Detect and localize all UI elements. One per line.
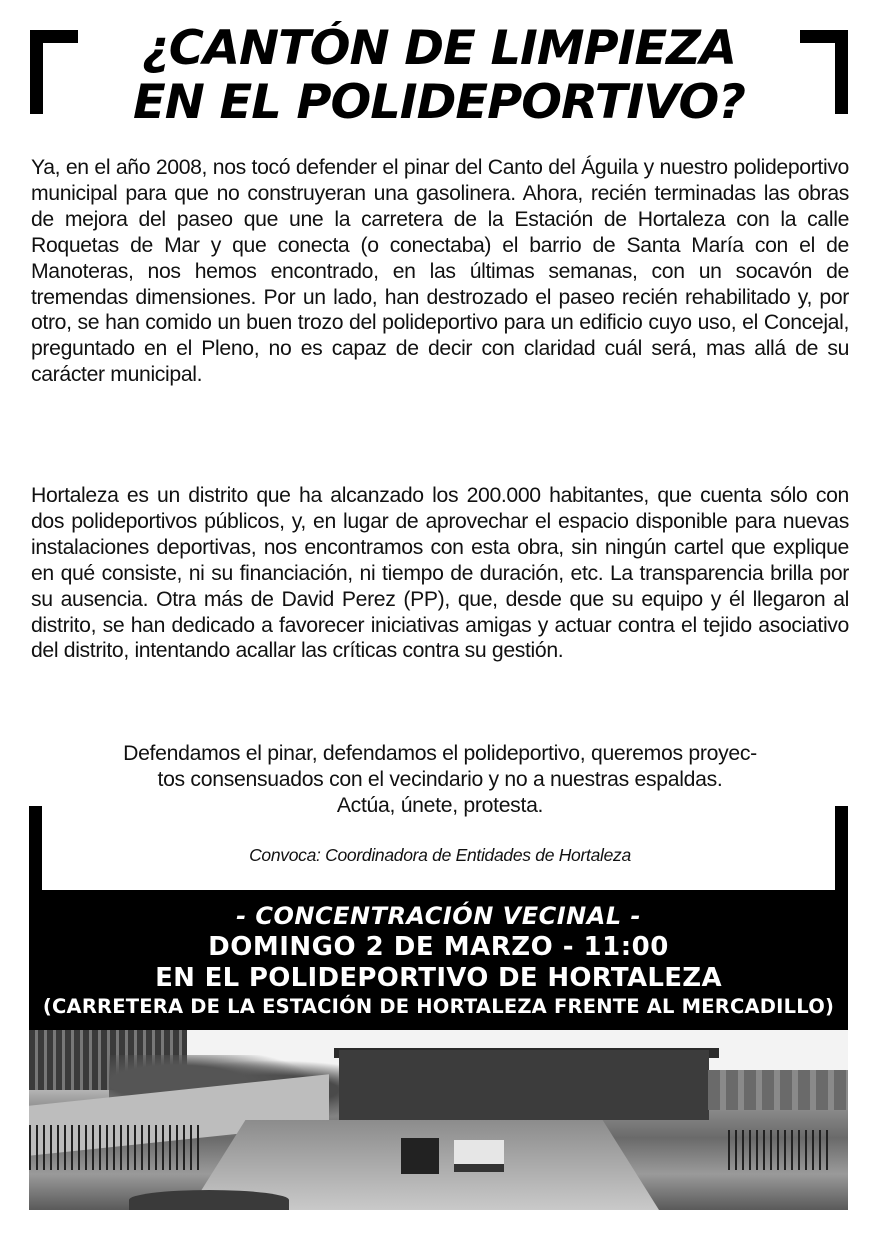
event-place: EN EL POLIDEPORTIVO DE HORTALEZA — [155, 963, 722, 993]
paragraph-district: Hortaleza es un distrito que ha alcanzado los 200.000 habitantes, que cuenta sólo con dos polideportivos públicos, y, en lugar de aprovechar el espacio disponible para nuevas instalaciones deportivas, nos encontramos con esta obra, sin ningún cartel que explique en qué consiste, ni su financiación, ni tiempo de duración, etc. La transparencia brilla por su ausencia. Otra más de David Perez (PP), que, desde que su equipo y él llegaron al distrito, se han dedicado a favorecer iniciativas amigas y actuar contra el tejido asociativo del distrito, intentando acallar las críticas contra su gestión. — [31, 484, 849, 663]
call-line-1: Defendamos el pinar, defendamos el polideportivo, queremos proyec- — [123, 742, 757, 765]
event-type: - CONCENTRACIÓN VECINAL - — [236, 902, 641, 930]
title-line-2: EN EL POLIDEPORTIVO? — [133, 75, 745, 130]
title-line-1: ¿CANTÓN DE LIMPIEZA — [141, 21, 737, 76]
call-to-action — [31, 741, 849, 819]
sports-centre-building — [339, 1050, 709, 1120]
excavator — [401, 1138, 439, 1174]
right-corner-bracket — [800, 30, 848, 114]
call-line-2: tos consensuados con el vecindario y no a nuestras espaldas. — [157, 768, 723, 791]
excavation-photo — [29, 1030, 848, 1210]
call-line-3: Actúa, únete, protesta. — [336, 794, 544, 817]
event-banner — [29, 890, 848, 1030]
organizer-credit: Convoca: Coordinadora de Entidades de Hortaleza — [249, 845, 631, 865]
flyer-title — [79, 22, 799, 130]
paragraph-intro: Ya, en el año 2008, nos tocó defender el pinar del Canto del Águila y nuestro polideportivo municipal para que no construyeran una gasolinera. Ahora, recién terminadas las obras de mejora del paseo que une la carretera de la Estación de Hortaleza con la calle Roquetas de Mar y que conecta (o conectaba) el barrio de Santa María con el de Manoteras, nos hemos encontrado, en las últimas semanas, con un socavón de tremendas dimensiones. Por un lado, han destrozado el paseo recién rehabilitado y, por otro, se han comido un buen trozo del polideportivo para un edificio cuyo uso, el Concejal, preguntado en el Pleno, no es capaz de decir con claridad cuál será, mas allá de su carácter municipal. — [31, 156, 849, 387]
event-address: (CARRETERA DE LA ESTACIÓN DE HORTALEZA FRENTE AL MERCADILLO) — [42, 995, 835, 1018]
left-corner-bracket — [30, 30, 78, 114]
road-roller — [454, 1140, 504, 1172]
event-date-time: DOMINGO 2 DE MARZO - 11:00 — [208, 932, 669, 962]
